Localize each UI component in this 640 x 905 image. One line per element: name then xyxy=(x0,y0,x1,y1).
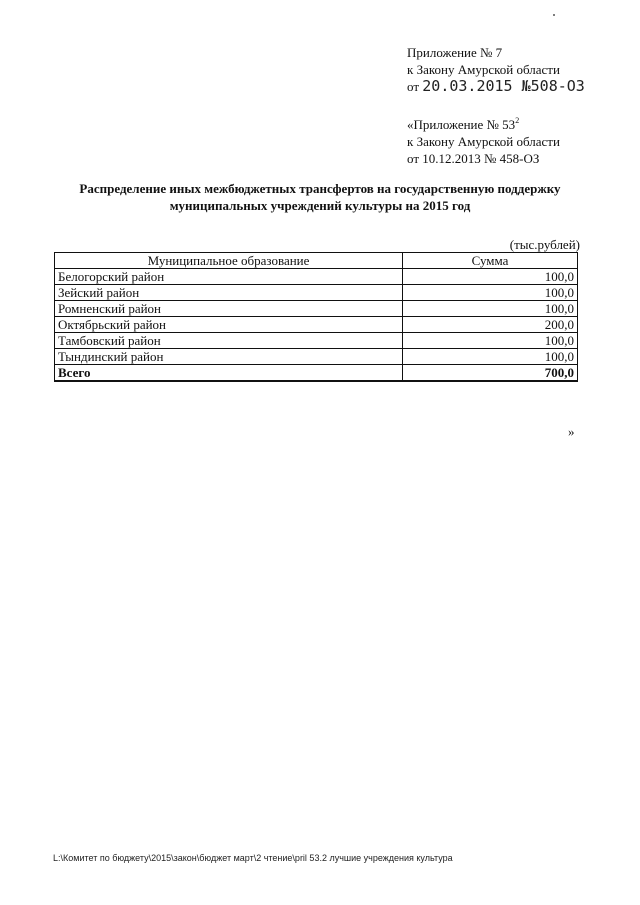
closing-quote: » xyxy=(568,424,575,439)
original-appendix-law-ref: к Закону Амурской области xyxy=(407,134,560,149)
table-row xyxy=(55,349,578,365)
table-header-row xyxy=(55,253,578,269)
appendix-law-ref: к Закону Амурской области xyxy=(407,62,560,77)
table-row xyxy=(55,317,578,333)
row-amount: 100,0 xyxy=(403,301,578,317)
title-line-1: Распределение иных межбюджетных трансфертов на государственную поддержку xyxy=(79,181,561,196)
scan-speck xyxy=(553,14,555,16)
row-amount: 100,0 xyxy=(403,285,578,301)
table-row xyxy=(55,285,578,301)
appendix-header xyxy=(407,44,627,95)
date-stamp: 20.03.2015 №508-ОЗ xyxy=(422,77,585,95)
unit-label: (тыс.рублей) xyxy=(509,237,580,252)
row-amount: 100,0 xyxy=(403,333,578,349)
file-path-footer: L:\Комитет по бюджету\2015\закон\бюджет март\2 чтение\pril 53.2 лучшие учреждения культура xyxy=(53,853,453,863)
distribution-table xyxy=(54,252,578,382)
appendix-superscript: 2 xyxy=(515,116,520,125)
document-title xyxy=(40,180,600,214)
header-municipality: Муниципальное образование xyxy=(55,253,403,269)
appendix-number: Приложение № 7 xyxy=(407,45,503,60)
appendix-date-line xyxy=(407,78,627,95)
row-name: Зейский район xyxy=(55,285,403,301)
row-name: Октябрьский район xyxy=(55,317,403,333)
row-name: Ромненский район xyxy=(55,301,403,317)
table-row xyxy=(55,269,578,285)
total-label: Всего xyxy=(55,365,403,382)
date-prefix: от xyxy=(407,79,420,94)
row-name: Тындинский район xyxy=(55,349,403,365)
header-amount: Сумма xyxy=(403,253,578,269)
original-appendix-number-text: «Приложение № 53 xyxy=(407,117,516,132)
original-appendix-date: от 10.12.2013 № 458-ОЗ xyxy=(407,151,540,166)
row-name: Тамбовский район xyxy=(55,333,403,349)
table-row xyxy=(55,333,578,349)
row-amount: 100,0 xyxy=(403,349,578,365)
original-appendix-header xyxy=(407,116,627,167)
row-name: Белогорский район xyxy=(55,269,403,285)
row-amount: 200,0 xyxy=(403,317,578,333)
original-appendix-number xyxy=(407,116,627,133)
row-amount: 100,0 xyxy=(403,269,578,285)
total-row xyxy=(55,365,578,382)
table-row xyxy=(55,301,578,317)
title-line-2: муниципальных учреждений культуры на 2015 год xyxy=(169,198,471,213)
total-amount: 700,0 xyxy=(403,365,578,382)
